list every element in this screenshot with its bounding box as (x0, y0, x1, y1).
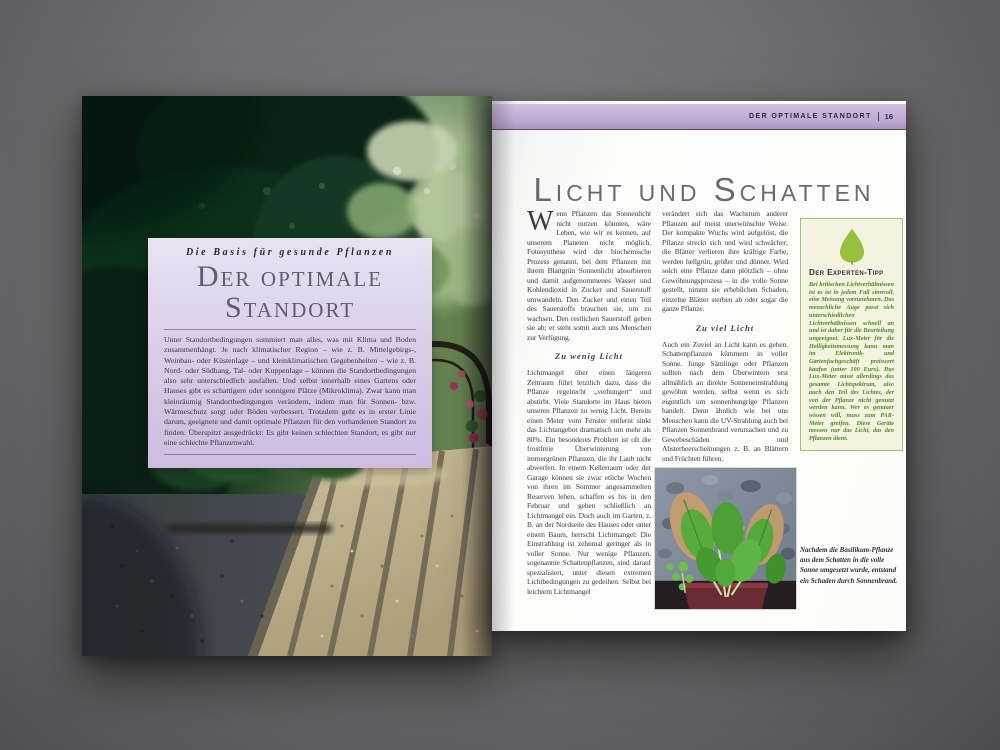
photo-caption: Nachdem die Basilikum-Pflanze aus dem Schatten in die volle Sonne umgesetzt wurde, entstand ein Schaden durch Sonnenbrand. (800, 546, 898, 585)
section1-text: Lichtmangel über einen längeren Zeitraum führt letztlich dazu, dass die Pflanze regelrecht „verhungert“ und abstirbt. Viele Standorte im Haus bieten unseren Pflanzen zu wenig Licht. Bereits einen Meter vom Fenster entfernt sinkt das Lichtangebot dramatisch um mehr als 80%. Ein besonderes Problem ist oft die frostfreie Überwinterung von immergrünen Pflanzen, die ihr Laub nicht abwerfen. In einem Kellerraum oder der Garage können sie zwar etliche Wochen von ihren im Sommer angesammelten Reserven leben, schaffen es bis in den Februar und gehen schließlich an Lichtmangel ein. Doch auch im Garten, z. B. an der Nordseite des Hauses oder unter einem Baum, herrscht Lichtmangel: Die Einstrahlung ist zehnmal geringer als in voller Sonne. Nur wenige Pflanzen, sogenannte Schattenpflanzen, sind darauf spezialisiert, unter diesen extremen Lichtbedingungen zu gedeihen. Selbst bei leichtem Lichtmangel (527, 368, 651, 596)
header-divider (878, 112, 879, 121)
expert-tip-text: Bei kritischen Lichtverhältnissen ist es ist in jedem Fall sinnvoll, eine Messung vorzunehmen. Das menschliche Auge passt sich unterschiedlichen Lichtverhältnissen schnell an und ist daher für die Beurteilung ungeeignet. Lux-Meter für die Helligkeitsmessung kann man im Elektronik- und Gartenfachgeschäft preiswert kaufen (unter 100 Euro). Das Lux-Meter misst allerdings das gesamte Lichtspektrum, also auch den Teil des Lichtes, der von der Pflanze nicht genutzt werden kann. Wer es genauer wissen will, muss zum PAR-Meter greifen. Diese Geräte messen nur das Licht, das den Pflanzen dient. (809, 281, 894, 443)
subheading-zu-viel-licht: Zu viel Licht (695, 322, 755, 333)
divider (164, 454, 416, 455)
expert-tip-box (800, 218, 903, 451)
intro-paragraph-text: enn Pflanzen das Sonnenlicht nicht nutzen könnten, wäre Leben, wie wir es kennen, auf unserem Planeten nicht möglich. Fotosynthese wird der biochemische Prozess genannt, bei dem Pflanzen mit ihrem Blattgrün Sonnenlicht absorbieren und damit aufgenommenes Wasser und Kohlendioxid in Zucker und Sauerstoff umwandeln. Den Zucker und einen Teil des Sauerstoffs brauchen sie, um zu wachsen. Den restlichen Sauerstoff geben sie ab; er steht somit auch uns Menschen zur Verfügung. (527, 209, 651, 342)
spine-shadow (462, 96, 492, 656)
chapter-title-line1: Der optimale (196, 260, 384, 293)
text-column-1 (527, 209, 651, 613)
left-page (82, 96, 492, 656)
section2-text: Auch ein Zuviel an Licht kann es geben. Schattenpflanzen kümmern in voller Sonne. Junge Sämlinge oder Pflanzen sollten nach dem Überwintern erst allmählich an direkte Sonneneinstrahlung gewöhnt werden, selbst wenn es sich eigentlich um sonnenhungrige Pflanzen handelt. Denn ähnlich wie bei uns Menschen kann die UV-Strahlung auch bei Pflanzen Sonnenbrand verursachen und zu Gewebeschäden und Absterbeerscheinungen z. B. an Blättern und Früchten führen. (662, 339, 788, 463)
drop-cap: W (527, 209, 554, 237)
leaf-icon (837, 227, 867, 265)
right-page (492, 101, 906, 631)
divider (164, 329, 416, 330)
expert-tip-title: Der Experten-Tipp (809, 268, 884, 277)
section1-continuation-text: verändert sich das Wachstum anderer Pflanzen auf meist unerwünschte Weise. Der kompakte Wuchs wird aufgelöst, die Pflanze streckt sich und wird schwächer; die Blätter verlieren ihre kräftige Farbe, werden hellgrün, größer und dünner. Wird solch eine Pflanze dann plötzlich – ohne Gewöhnungsprozess – in die volle Sonne gestellt, nimmt sie erheblichen Schaden, einzelne Blätter sterben ab oder sogar die ganze Pflanze. (662, 209, 788, 313)
basil-photo-image (655, 468, 796, 609)
running-header-title: DER OPTIMALE STANDORT (749, 113, 872, 120)
subheading-zu-wenig-licht: Zu wenig Licht (555, 351, 623, 361)
basil-sunburn-photo (654, 467, 797, 610)
article-title: Licht und Schatten (533, 171, 875, 208)
chapter-title (164, 261, 416, 323)
chapter-intro-text: Unter Standortbedingungen summiert man alles, was mit Klima und Boden zusammenhängt. Je nach klimatischer Region – wie z. B. Mittelgebirgs-, Weinbau- oder Küstenlage – und kleinklimatischen Gegebenheiten – wie z. B. Nord- oder Südhang, Tal- oder Kuppenlage – können die Standortbedingungen also sehr unterschiedlich ausfallen. Und selbst innerhalb eines Gartens oder Hauses gibt es schattigere oder sonnigere Plätze (Mikroklima). Zwar kann man kleinräumig Standortbedingungen verändern, indem man für Sonnen- bzw. Wärmeschutz sorgt oder Böden verbessert. Trotzdem geht es in erster Linie darum, geeignete und damit optimale Pflanzen für den vorhandenen Standort zu finden. Überspitzt ausgedrückt: Es gibt keinen schlechten Standort, es gibt nur eine schlechte Pflanzenwahl. (164, 335, 416, 447)
spine-shadow (492, 101, 514, 631)
article-columns (527, 209, 903, 613)
intro-paragraph (527, 209, 651, 342)
running-header (492, 104, 906, 130)
chapter-intro-box (148, 238, 432, 468)
chapter-kicker: Die Basis für gesunde Pflanzen (185, 247, 394, 258)
chapter-title-line2: Standort (224, 291, 356, 324)
page-number: 16 (884, 112, 893, 121)
